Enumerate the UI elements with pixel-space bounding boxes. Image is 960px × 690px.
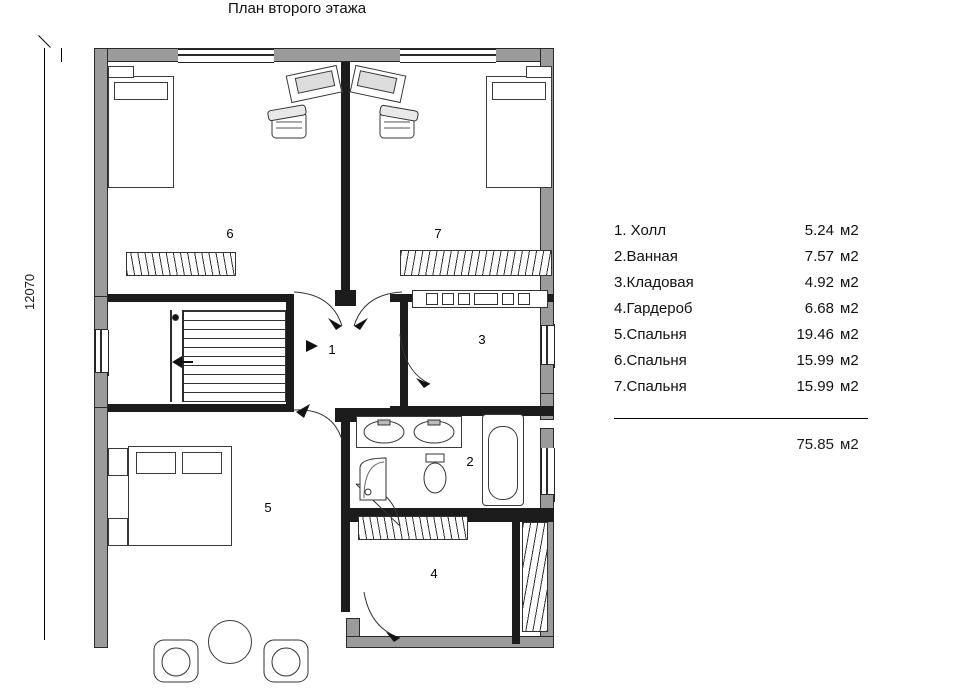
legend-room-area: 6.68 — [804, 300, 834, 317]
armchair-right — [256, 634, 316, 690]
stair-newel-post — [172, 314, 179, 321]
dimension-line — [44, 48, 45, 640]
legend-room-unit: м2 — [840, 378, 859, 395]
legend — [614, 222, 864, 404]
legend-room-area: 15.99 — [796, 352, 834, 369]
stair-direction-arrow — [168, 348, 194, 378]
closet-wardrobe-right — [522, 522, 548, 632]
window-top-left — [178, 49, 274, 63]
door-storage — [396, 330, 440, 390]
shelf-div-4 — [474, 293, 498, 305]
nightstand-bedroom5-left — [108, 448, 128, 476]
wall-left-upper — [94, 48, 108, 298]
partition-hall-bottom-left — [108, 404, 294, 412]
legend-row — [614, 300, 864, 326]
window-top-left-mullion — [178, 54, 274, 56]
pillow-bedroom5-b — [182, 452, 222, 474]
shelf-div-6 — [518, 293, 530, 305]
window-left-upper — [95, 330, 109, 376]
toilet-icon — [418, 452, 452, 500]
room-number-2: 2 — [466, 454, 474, 469]
legend-room-area: 15.99 — [796, 378, 834, 395]
shelf-div-2 — [442, 293, 454, 305]
legend-room-unit: м2 — [840, 248, 859, 265]
legend-room-area: 7.57 — [804, 248, 834, 265]
stair-up-arrow — [282, 336, 322, 356]
partition-bathroom-top — [350, 408, 554, 416]
dimension-label-height: 12070 — [22, 273, 37, 310]
partition-wardrobe-right — [512, 514, 520, 644]
wall-nub-left-a — [94, 296, 108, 330]
nightstand-bedroom6 — [108, 66, 134, 78]
door-bedroom6 — [292, 290, 348, 334]
shelf-div-1 — [426, 293, 438, 305]
chair-bedroom6 — [266, 102, 316, 146]
legend-room-name: 2.Ванная — [614, 248, 678, 265]
door-bedroom5 — [292, 400, 348, 444]
legend-room-name: 5.Спальня — [614, 326, 687, 343]
room-number-3: 3 — [478, 332, 486, 347]
legend-room-name: 1. Холл — [614, 222, 667, 239]
shower-icon — [356, 454, 412, 504]
legend-room-unit: м2 — [840, 274, 859, 291]
pillow-bedroom7 — [492, 82, 546, 100]
door-bedroom7 — [348, 290, 404, 334]
sink-right-icon — [410, 418, 458, 446]
partition-central-vertical — [341, 62, 350, 298]
closet-bedroom7 — [400, 250, 552, 276]
window-top-right-mullion — [400, 54, 496, 56]
window-right-upper-mullion — [546, 324, 548, 368]
closet-bedroom6 — [126, 252, 236, 276]
legend-room-name: 3.Кладовая — [614, 274, 694, 291]
legend-room-area: 4.92 — [804, 274, 834, 291]
partition-bedroom6-bottom — [108, 294, 294, 302]
legend-room-name: 7.Спальня — [614, 378, 687, 395]
legend-row — [614, 378, 864, 404]
legend-room-name: 6.Спальня — [614, 352, 687, 369]
pillow-bedroom6 — [114, 82, 168, 100]
legend-row — [614, 274, 864, 300]
room-number-4: 4 — [430, 566, 438, 581]
legend-divider — [614, 418, 868, 419]
dimension-tick — [38, 35, 51, 48]
legend-row — [614, 222, 864, 248]
room-number-7: 7 — [434, 226, 442, 241]
room-number-6: 6 — [226, 226, 234, 241]
legend-total-area: 75.85 — [796, 436, 834, 453]
chair-bedroom7 — [372, 102, 422, 146]
wall-nub-right-b — [540, 364, 554, 394]
staircase — [182, 310, 286, 402]
floor-plan — [60, 48, 580, 648]
nightstand-bedroom7 — [526, 66, 552, 78]
shelf-div-5 — [502, 293, 514, 305]
legend-total-unit: м2 — [840, 436, 859, 453]
legend-row — [614, 352, 864, 378]
room-number-1: 1 — [328, 342, 336, 357]
window-left-upper-mullion — [100, 330, 102, 376]
pillow-bedroom5-a — [136, 452, 176, 474]
legend-row — [614, 248, 864, 274]
bathtub-basin — [488, 426, 518, 500]
door-wardrobe — [360, 588, 410, 644]
window-right-upper — [541, 324, 555, 368]
legend-room-unit: м2 — [840, 326, 859, 343]
room-number-5: 5 — [264, 500, 272, 515]
legend-room-name: 4.Гардероб — [614, 300, 693, 317]
legend-room-unit: м2 — [840, 300, 859, 317]
wall-left-lower — [94, 368, 108, 648]
legend-room-unit: м2 — [840, 352, 859, 369]
sink-left-icon — [360, 418, 408, 446]
nightstand-bedroom5-right — [108, 518, 128, 546]
legend-room-area: 19.46 — [796, 326, 834, 343]
legend-room-area: 5.24 — [804, 222, 834, 239]
shelf-div-3 — [458, 293, 470, 305]
window-top-right — [400, 49, 496, 63]
wall-nub-left-b — [94, 372, 108, 408]
legend-room-unit: м2 — [840, 222, 859, 239]
armchair-left — [148, 634, 208, 690]
coffee-table — [208, 620, 252, 664]
legend-row — [614, 326, 864, 352]
page-title: План второго этажа — [228, 0, 367, 17]
